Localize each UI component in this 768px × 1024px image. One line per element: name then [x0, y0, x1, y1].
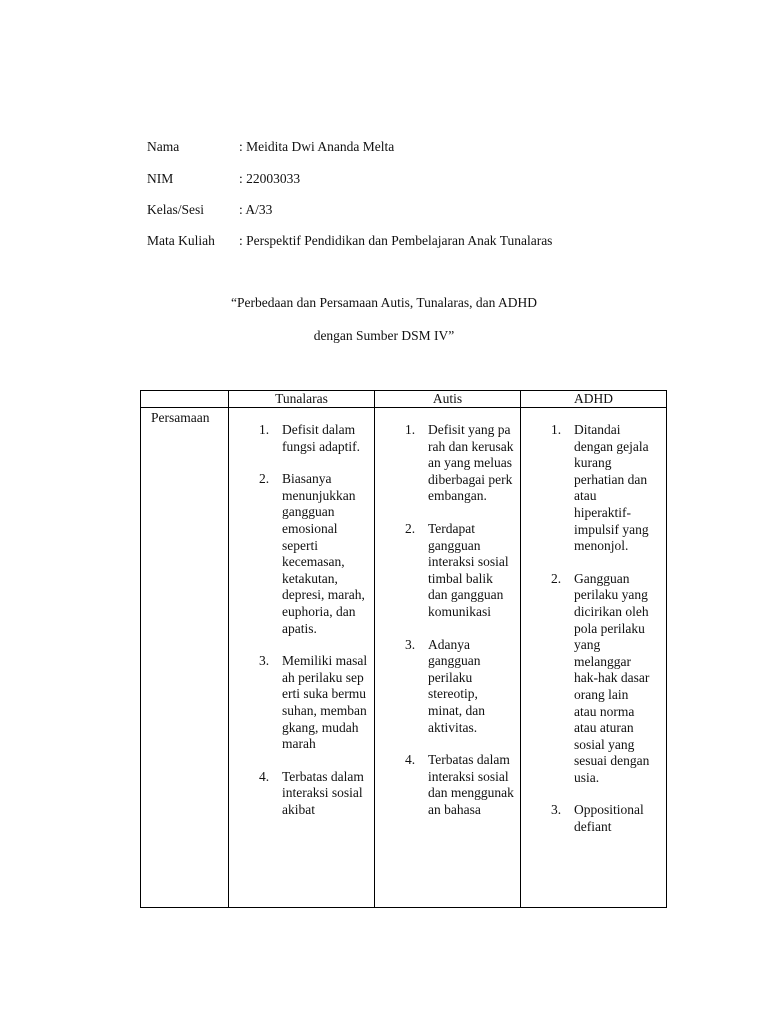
list-item-number: 2. — [551, 570, 562, 586]
list-item-number: 3. — [259, 653, 270, 669]
list-item — [375, 752, 520, 818]
list-item-number: 1. — [405, 422, 416, 437]
list-item-text: Defisit yang parah dan kerusakan yang meluas diberbagai perkembangan. — [428, 422, 514, 504]
list-item-text: Terbatas dalam interaksi sosial dan menggunakan bahasa — [428, 752, 514, 817]
list-item — [375, 422, 520, 505]
list-item — [229, 471, 374, 637]
list-item-text: Memiliki masalah perilaku seperti suka bermusuhan, membangkang, mudah marah — [282, 653, 368, 752]
list-item-number: 1. — [259, 422, 270, 437]
info-value: : Perspektif Pendidikan dan Pembelajaran Anak Tunalaras — [239, 233, 553, 248]
table-header-autis: Autis — [375, 391, 521, 408]
list-item-number: 3. — [551, 802, 562, 818]
info-value: : 22003033 — [239, 171, 301, 186]
document-title-line-1: “Perbedaan dan Persamaan Autis, Tunalaras, dan ADHD — [231, 295, 537, 310]
cell-adhd — [521, 408, 667, 908]
list-adhd — [521, 408, 666, 836]
cell-autis — [375, 408, 521, 908]
table-header-row — [141, 391, 667, 408]
list-item-text: Defisit dalam fungsi adaptif. — [282, 422, 360, 454]
list-item — [229, 422, 374, 455]
list-item — [521, 422, 666, 555]
list-item-number: 2. — [405, 520, 416, 536]
info-value: : A/33 — [239, 202, 273, 217]
list-item — [375, 637, 520, 737]
list-tunalaras — [229, 408, 374, 818]
info-label: NIM — [147, 171, 174, 186]
comparison-table — [140, 390, 667, 908]
table-header-empty — [141, 391, 229, 408]
document-title-line-2: dengan Sumber DSM IV” — [313, 328, 455, 343]
list-item-number: 1. — [551, 422, 562, 437]
list-item — [521, 802, 666, 835]
list-autis — [375, 408, 520, 818]
list-item-text: Terdapat gangguan interaksi sosial timbal balik dan gangguan komunikasi — [428, 520, 509, 619]
list-item — [375, 521, 520, 621]
row-label-persamaan: Persamaan — [141, 408, 229, 908]
list-item-number: 3. — [405, 636, 416, 652]
table-header-tunalaras: Tunalaras — [229, 391, 375, 408]
list-item — [229, 653, 374, 753]
table-row-persamaan — [141, 408, 667, 908]
list-item-text: Ditandai dengan gejala kurang perhatian dan atau hiperaktif-impulsif yang menonjol. — [574, 422, 649, 554]
list-item-text: Biasanya menunjukkan gangguan emosional seperti kecemasan, ketakutan, depresi, marah, euphoria, dan apatis. — [282, 471, 365, 636]
list-item — [521, 571, 666, 787]
info-label: Kelas/Sesi — [147, 202, 204, 217]
cell-tunalaras — [229, 408, 375, 908]
list-item-number: 2. — [259, 471, 270, 487]
list-item-text: Gangguan perilaku yang dicirikan oleh pola perilaku yang melanggar hak-hak dasar orang lain atau norma atau aturan sosial yang sesuai dengan usia. — [574, 570, 650, 785]
info-value: : Meidita Dwi Ananda Melta — [239, 139, 395, 154]
list-item-number: 4. — [405, 752, 416, 768]
list-item-text: Oppositional defiant — [574, 802, 644, 835]
table-header-adhd: ADHD — [521, 391, 667, 408]
list-item — [229, 769, 374, 819]
list-item-number: 4. — [259, 768, 270, 784]
list-item-text: Terbatas dalam interaksi sosial akibat — [282, 768, 364, 817]
list-item-text: Adanya gangguan perilaku stereotip, minat, dan aktivitas. — [428, 636, 485, 735]
info-label: Nama — [147, 139, 180, 154]
info-label: Mata Kuliah — [147, 233, 215, 248]
